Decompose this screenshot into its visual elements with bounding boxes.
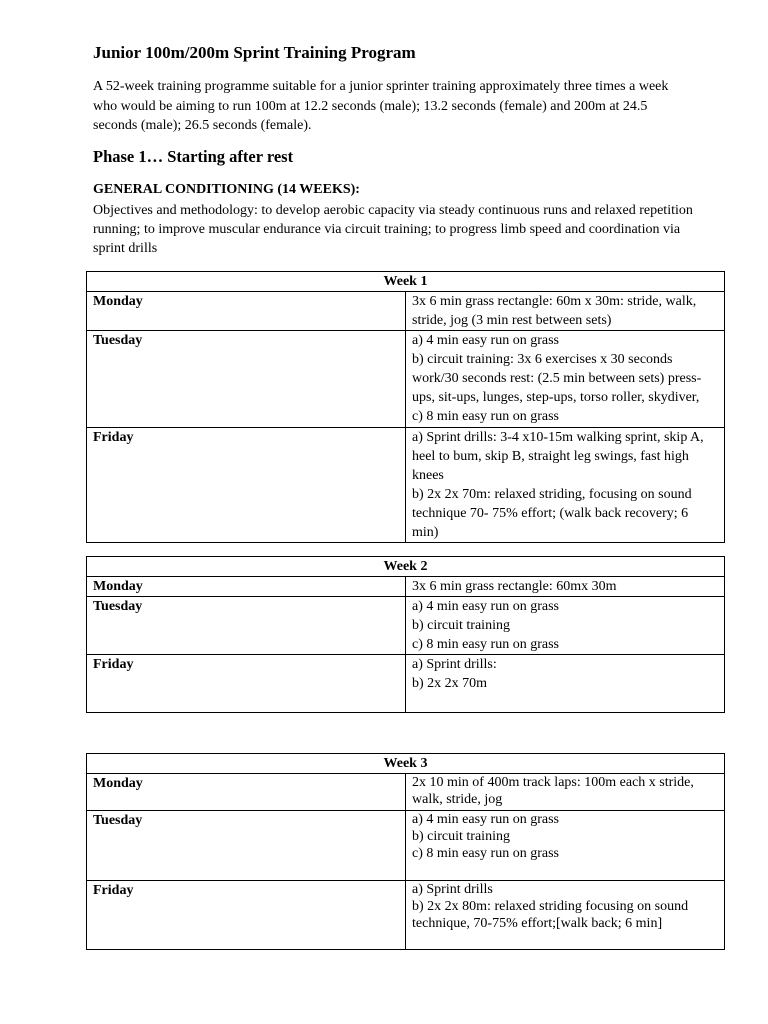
tuesday-session bbox=[406, 597, 725, 655]
session-line: a) 4 min easy run on grass bbox=[412, 599, 559, 614]
session-line: a) Sprint drills bbox=[412, 882, 493, 897]
session-line: c) 8 min easy run on grass bbox=[412, 846, 559, 861]
monday-session bbox=[406, 774, 725, 811]
session-line: a) 4 min easy run on grass bbox=[412, 812, 559, 827]
day-label-friday: Friday bbox=[87, 881, 406, 950]
day-label-monday: Monday bbox=[87, 774, 406, 811]
session-line: a) Sprint drills: 3-4 x10-15m walking sprint, skip A, heel to bum, skip B, straight leg swings, fast high knees bbox=[412, 430, 704, 483]
friday-session bbox=[406, 881, 725, 950]
week-3-table bbox=[86, 753, 725, 950]
day-label-friday: Friday bbox=[87, 428, 406, 543]
week-2-table bbox=[86, 556, 725, 713]
session-line: b) circuit training bbox=[412, 829, 510, 844]
objectives-paragraph: Objectives and methodology: to develop aerobic capacity via steady continuous runs and relaxed repetition running; to improve muscular endurance via circuit training; to progress limb speed and coordination via sprint drills bbox=[93, 203, 693, 256]
session-line: c) 8 min easy run on grass bbox=[412, 637, 559, 652]
session-line: 3x 6 min grass rectangle: 60m x 30m: stride, walk, stride, jog (3 min rest between sets) bbox=[412, 294, 697, 328]
session-line: c) 8 min easy run on grass bbox=[412, 409, 559, 424]
session-line: 3x 6 min grass rectangle: 60mx 30m bbox=[412, 579, 617, 594]
session-line: b) 2x 2x 80m: relaxed striding focusing on sound technique, 70-75% effort;[walk back; 6 min] bbox=[412, 899, 689, 931]
session-line: b) circuit training: 3x 6 exercises x 30 seconds work/30 seconds rest: (2.5 min between sets) press-ups, sit-ups, lunges, step-ups, torso roller, skydiver, bbox=[412, 352, 702, 405]
day-label-friday: Friday bbox=[87, 655, 406, 713]
friday-session bbox=[406, 428, 725, 543]
session-line: a) 4 min easy run on grass bbox=[412, 333, 559, 348]
phase-heading: Phase 1… Starting after rest bbox=[93, 147, 294, 166]
session-line: 2x 10 min of 400m track laps: 100m each x stride, walk, stride, jog bbox=[412, 775, 694, 807]
document-title: Junior 100m/200m Sprint Training Program bbox=[93, 43, 416, 62]
session-line: b) 2x 2x 70m bbox=[412, 676, 488, 691]
week-1-table bbox=[86, 271, 725, 543]
week-title: Week 1 bbox=[87, 272, 725, 292]
session-line: b) 2x 2x 70m: relaxed striding, focusing on sound technique 70- 75% effort; (walk back recovery; 6 min) bbox=[412, 487, 692, 540]
session-line: a) Sprint drills: bbox=[412, 657, 497, 672]
day-label-tuesday: Tuesday bbox=[87, 331, 406, 428]
session-line: b) circuit training bbox=[412, 618, 510, 633]
tuesday-session bbox=[406, 811, 725, 881]
day-label-monday: Monday bbox=[87, 577, 406, 597]
monday-session bbox=[406, 577, 725, 597]
day-label-tuesday: Tuesday bbox=[87, 597, 406, 655]
week-title: Week 2 bbox=[87, 557, 725, 577]
day-label-monday: Monday bbox=[87, 292, 406, 331]
friday-session bbox=[406, 655, 725, 713]
general-conditioning-heading: GENERAL CONDITIONING (14 WEEKS): bbox=[93, 182, 360, 197]
monday-session bbox=[406, 292, 725, 331]
week-title: Week 3 bbox=[87, 754, 725, 774]
day-label-tuesday: Tuesday bbox=[87, 811, 406, 881]
intro-paragraph: A 52-week training programme suitable for a junior sprinter training approximately three times a week who would be aiming to run 100m at 12.2 seconds (male); 13.2 seconds (female) and 200m at 24.5 seconds (male); 26.5 seconds (female). bbox=[93, 79, 669, 133]
tuesday-session bbox=[406, 331, 725, 428]
